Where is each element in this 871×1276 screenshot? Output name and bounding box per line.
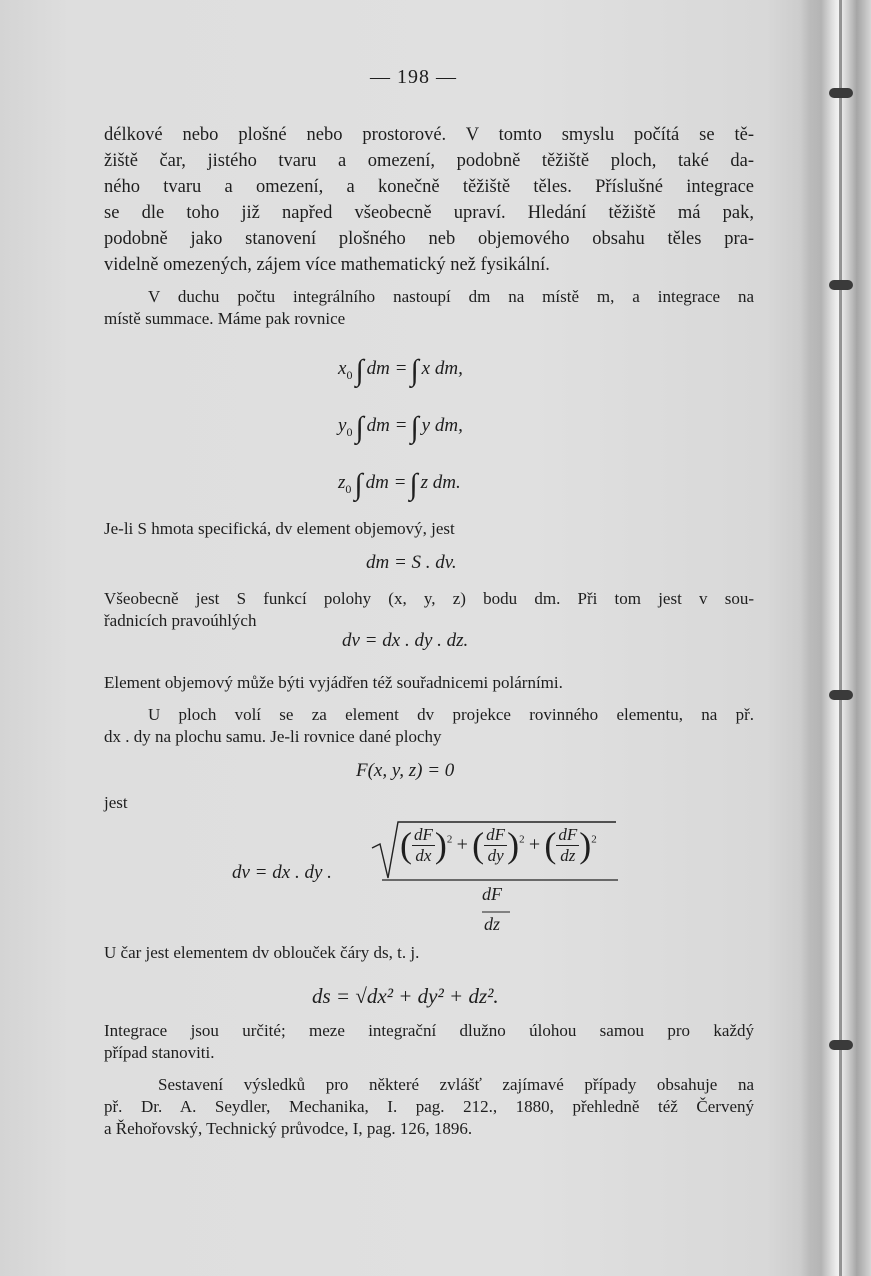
- equation-F: F(x, y, z) = 0: [356, 760, 455, 781]
- binding-stitch: [829, 88, 853, 98]
- paragraph-line: podobně jako stanovení plošného neb objemového obsahu těles pra-: [104, 229, 754, 249]
- paragraph-line: Sestavení výsledků pro některé zvlášť zajímavé případy obsahuje na: [158, 1075, 754, 1094]
- binding-thread: [839, 0, 842, 1276]
- paragraph-line: řadnicích pravoúhlých: [104, 611, 257, 630]
- paragraph-line: místě summace. Máme pak rovnice: [104, 309, 346, 328]
- paragraph-line: U čar jest elementem dv oblouček čáry ds, t. j.: [104, 943, 420, 962]
- paragraph-line: ného tvaru a omezení, a konečně těžiště těles. Příslušné integrace: [104, 177, 754, 197]
- paragraph-line: případ stanoviti.: [104, 1043, 215, 1062]
- paragraph-line: U ploch volí se za element dv projekce rovinného elementu, na př.: [148, 705, 754, 724]
- paragraph-line: př. Dr. A. Seydler, Mechanika, I. pag. 212., 1880, přehledně též Červený: [104, 1097, 754, 1116]
- paragraph-line: délkové nebo plošné nebo prostorové. V tomto smyslu počítá se tě-: [104, 125, 754, 145]
- binding-stitch: [829, 1040, 853, 1050]
- word-jest: jest: [104, 793, 128, 812]
- page-number: — 198 —: [370, 66, 457, 88]
- paragraph-line: Je-li S hmota specifická, dv element objemový, jest: [104, 519, 455, 538]
- paragraph-line: dx . dy na plochu samu. Je-li rovnice dané plochy: [104, 727, 442, 746]
- binding-stitch: [829, 690, 853, 700]
- equation-y0: $y_0$ ∫ dm = ∫ y dm,: [338, 411, 463, 444]
- equation-surface-lhs: dv = dx . dy .: [232, 862, 332, 883]
- paragraph-line: Všeobecně jest S funkcí polohy (x, y, z) bodu dm. Při tom jest v sou-: [104, 589, 754, 608]
- binding-stitch: [829, 280, 853, 290]
- book-binding: [800, 0, 871, 1276]
- equation-surface-fraction: [370, 818, 622, 938]
- equation-ds: ds = √dx² + dy² + dz².: [312, 984, 499, 1008]
- denominator-dz: dz: [484, 914, 501, 934]
- paragraph-line: Integrace jsou určité; meze integrační dlužno úlohou samou pro každý: [104, 1021, 754, 1040]
- paragraph-line: žiště čar, jistého tvaru a omezení, podobně těžiště ploch, také da-: [104, 151, 754, 171]
- paragraph-line: a Řehořovský, Technický průvodce, I, pag. 126, 1896.: [104, 1119, 473, 1138]
- denominator-dF: dF: [482, 884, 502, 904]
- equation-x0: $x_0$ ∫ dm = ∫ x dm,: [338, 354, 463, 387]
- equation-z0: $z_0$ ∫ dm = ∫ z dm.: [338, 468, 461, 501]
- equation-dm: dm = S . dv.: [366, 552, 457, 573]
- equation-dv: dv = dx . dy . dz.: [342, 630, 469, 651]
- paragraph-line: V duchu počtu integrálního nastoupí dm na místě m, a integrace na: [148, 287, 754, 306]
- paragraph-line: Element objemový může býti vyjádřen též souřadnicemi polárními.: [104, 673, 563, 692]
- paragraph-line: se dle toho již napřed všeobecně upraví. Hledání těžiště má pak,: [104, 203, 754, 223]
- paragraph-line: videlně omezených, zájem více mathematický než fysikální.: [104, 255, 550, 275]
- radicand: ( $\frac{dF}{dx}$ )$^2$ + ( $\frac{dF}{dy}$ )$^2$ + ( $\frac{dF}{dz}$ )$^2$: [400, 824, 597, 865]
